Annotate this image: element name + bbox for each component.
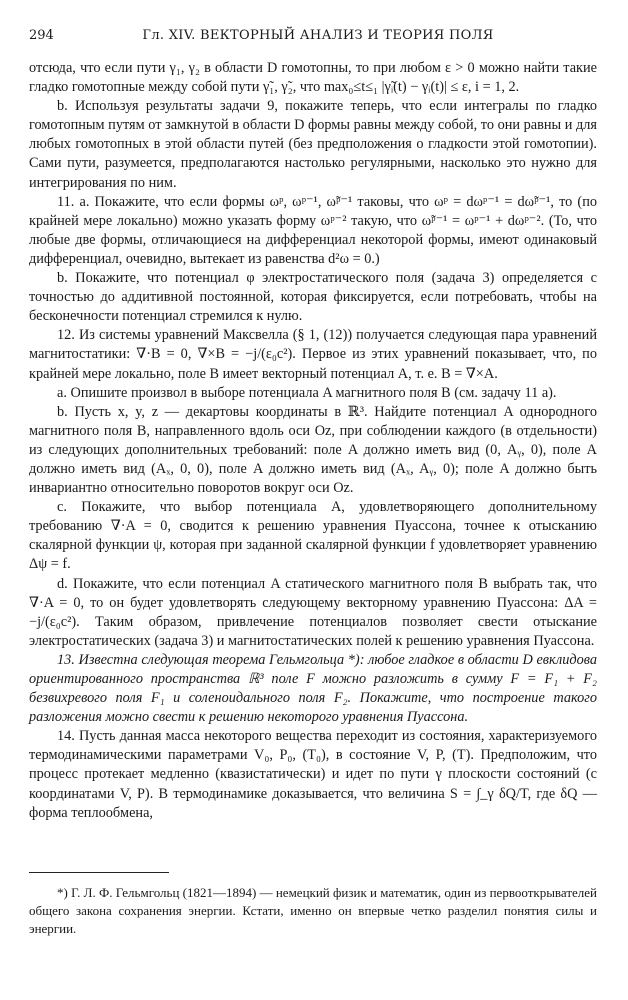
paragraph-13: 13. Известна следующая теорема Гельмгольца *): любое гладкое в области D евклидова ориентированного пространства ℝ³ поле F можно разложить в сумму F = F₁ + F₂ безвихревого поля F₁ и соленоидального поля F₂. Покажите, что построение такого разложения можно свести к решению некоторого уравнения Пуассона. [29, 651, 597, 726]
footnote-divider [29, 872, 169, 873]
paragraph-12a: a. Опишите произвол в выборе потенциала A магнитного поля B (см. задачу 11 a). [57, 384, 557, 401]
footnote-text: *) Г. Л. Ф. Гельмгольц (1821—1894) — немецкий физик и математик, один из первооткрывателей общего закона сохранения энергии. Кстати, именно он впервые четко разделил понятия силы и энергии. [29, 885, 597, 936]
paragraph-12d: d. Покажите, что если потенциал A статического магнитного поля B выбрать так, что ∇·A = 0, то он будет удовлетворять следующему векторному уравнению Пуассона: ΔA = −j/(ε₀c²). Таким образом, привлечение потенциалов позволяет свести отыскание электростатических (задача 3) и магнитостатических полей к решению уравнения Пуассона. [29, 575, 597, 649]
paragraph-12: 12. Из системы уравнений Максвелла (§ 1, (12)) получается следующая пара уравнений магнитостатики: ∇·B = 0, ∇×B = −j/(ε₀c²). Первое из этих уравнений показывает, что, по крайней мере локально, поле B имеет векторный потенциал A, т. е. B = ∇×A. [29, 327, 597, 382]
paragraph-12c: c. Покажите, что выбор потенциала A, удовлетворяющего дополнительному требованию ∇·A = 0, сводится к решению уравнения Пуассона, точнее к отысканию скалярной функции ψ, которая при заданной скалярной функции f удовлетворяет уравнению Δψ = f. [29, 499, 597, 573]
book-page [29, 28, 597, 823]
paragraph-11b: b. Покажите, что потенциал φ электростатического поля (задача 3) определяется с точностью до аддитивной постоянной, которая фиксируется, если потребовать, чтобы на бесконечности потенциал стремился к нулю. [29, 270, 597, 325]
running-title: Гл. XIV. ВЕКТОРНЫЙ АНАЛИЗ И ТЕОРИЯ ПОЛЯ [142, 28, 494, 43]
page-number: 294 [29, 28, 54, 43]
paragraph-12b: b. Пусть x, y, z — декартовы координаты в ℝ³. Найдите потенциал A однородного магнитного поля B, направленного вдоль оси Oz, при соблюдении каждого (в отдельности) из следующих дополнительных требований: поле A должно иметь вид (0, Aᵧ, 0), поле A должно иметь вид (Aₓ, 0, 0), поле A должно иметь вид (Aₓ, Aᵧ, 0); поле A должно быть инвариантно относительно поворотов вокруг оси Oz. [29, 403, 597, 497]
page-body [29, 59, 597, 823]
paragraph-14: 14. Пусть данная масса некоторого вещества переходит из состояния, характеризуемого термодинамическими параметрами V₀, P₀, (T₀), в состояние V, P, (T). Предположим, что процесс протекает медленно (квазистатически) и идет по пути γ плоскости состояний (с координатами V, P). В термодинамике доказывается, что величина S = ∫_γ δQ/T, где δQ — форма теплообмена, [29, 728, 597, 821]
footnote [29, 884, 597, 938]
paragraph-10b: b. Используя результаты задачи 9, покажите теперь, что если интегралы по гладко гомотопным путям от замкнутой в области D формы равны между собой, то они равны и для любых гомотопных в этой области путей (без предположения о гладкости этой гомотопии). Сами пути, разумеется, предполагаются настолько регулярными, насколько это нужно для интегрирования по ним. [29, 98, 597, 191]
paragraph-continuation: отсюда, что если пути γ₁, γ₂ в области D гомотопны, то при любом ε > 0 можно найти такие гладко гомотопные между собой пути γ̃₁, γ̃₂, что max₀≤t≤₁ |γ̃ᵢ(t) − γᵢ(t)| ≤ ε, i = 1, 2. [29, 60, 597, 96]
page-header [29, 28, 597, 50]
paragraph-11a: 11. a. Покажите, что если формы ωᵖ, ωᵖ⁻¹, ω̃ᵖ⁻¹ таковы, что ωᵖ = dωᵖ⁻¹ = dω̃ᵖ⁻¹, то (по крайней мере локально) можно указать форму ωᵖ⁻² такую, что ω̃ᵖ⁻¹ = ωᵖ⁻¹ + dωᵖ⁻². (То, что любые две формы, отличающиеся на дифференциал некоторой формы, имеют одинаковый дифференциал, очевидно, вытекает из равенства d²ω = 0.) [29, 193, 597, 267]
